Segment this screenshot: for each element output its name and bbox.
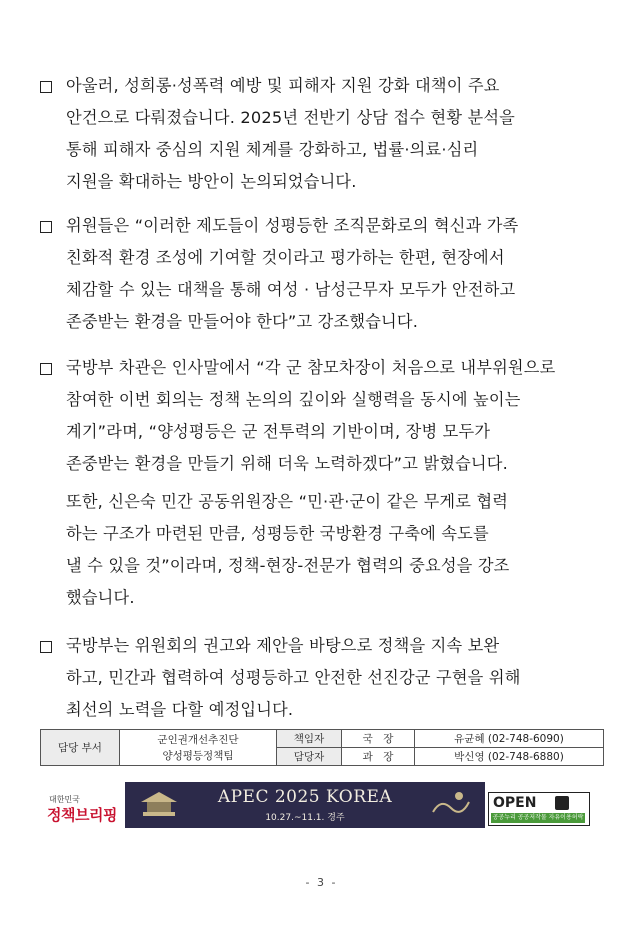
text-line — [36, 242, 608, 274]
text-line — [36, 102, 608, 134]
footer-logos — [0, 780, 643, 830]
text-line — [36, 210, 608, 242]
text-line — [36, 306, 608, 338]
contact-person-cell: 박신영 (02-748-6880) — [415, 748, 604, 766]
line-text: 통해 피해자 중심의 지원 체계를 강화하고, 법률·의료·심리 — [66, 140, 479, 159]
paragraph-3 — [36, 352, 608, 480]
role-cell: 책임자 — [277, 730, 342, 748]
text-line — [36, 352, 608, 384]
open-license-badge[interactable] — [488, 792, 590, 826]
logo-small-text: 대한민국 — [49, 795, 80, 804]
apec-dates: 10.27.~11.1. 경주 — [265, 813, 345, 823]
text-line — [36, 550, 608, 582]
line-text: 국방부 차관은 인사말에서 “각 군 참모차장이 처음으로 내부위원으로 — [66, 358, 556, 377]
text-line — [36, 384, 608, 416]
contact-person-cell: 유균혜 (02-748-6090) — [415, 730, 604, 748]
page-number: - 3 - — [305, 876, 338, 889]
dept-label-cell: 담당 부서 — [41, 730, 120, 766]
text-line — [36, 70, 608, 102]
text-line — [36, 134, 608, 166]
apec-title: APEC 2025 KOREA — [217, 787, 393, 807]
logo-big-text: 정책브리핑 — [47, 806, 117, 824]
text-line — [36, 274, 608, 306]
apec-banner — [125, 782, 485, 828]
dept-line-1: 군인권개선추진단 — [157, 733, 239, 746]
line-text: 지원을 확대하는 방안이 논의되었습니다. — [66, 172, 357, 191]
text-line — [36, 630, 608, 662]
contact-table — [40, 729, 604, 766]
paragraph-2 — [36, 210, 608, 338]
line-text: 했습니다. — [66, 588, 135, 607]
text-line — [36, 486, 608, 518]
policy-briefing-logo[interactable] — [45, 790, 123, 830]
line-text: 위원들은 “이러한 제도들이 성평등한 조직문화로의 혁신과 가족 — [66, 216, 519, 235]
line-text: 체감할 수 있는 대책을 통해 여성 · 남성근무자 모두가 안전하고 — [66, 280, 516, 299]
checkbox-bullet-icon — [40, 221, 52, 233]
text-line — [36, 518, 608, 550]
text-line — [36, 582, 608, 614]
line-text: 계기”라며, “양성평등은 군 전투력의 기반이며, 장병 모두가 — [66, 422, 491, 441]
line-text: 또한, 신은숙 민간 공동위원장은 “민·관·군이 같은 무게로 협력 — [66, 492, 509, 511]
dept-line-2: 양성평등정책팀 — [162, 749, 234, 762]
text-line — [36, 416, 608, 448]
line-text: 하고, 민간과 협력하여 성평등하고 안전한 선진강군 구현을 위해 — [66, 668, 521, 687]
text-line — [36, 662, 608, 694]
paragraph-4 — [36, 486, 608, 614]
role-cell: 담당자 — [277, 748, 342, 766]
text-line — [36, 448, 608, 480]
text-line — [36, 166, 608, 198]
dept-name-cell — [120, 730, 277, 766]
line-text: 안건으로 다뤄졌습니다. 2025년 전반기 상담 접수 현황 분석을 — [66, 108, 516, 127]
line-text: 최선의 노력을 다할 예정입니다. — [66, 700, 294, 719]
checkbox-bullet-icon — [40, 641, 52, 653]
paragraph-1 — [36, 70, 608, 198]
title-cell: 국 장 — [342, 730, 415, 748]
title-cell: 과 장 — [342, 748, 415, 766]
paragraph-5 — [36, 630, 608, 726]
line-text: 낼 수 있을 것”이라며, 정책-현장-전문가 협력의 중요성을 강조 — [66, 556, 510, 575]
line-text: 하는 구조가 마련된 만큼, 성평등한 국방환경 구축에 속도를 — [66, 524, 489, 543]
line-text: 존중받는 환경을 만들기 위해 더욱 노력하겠다”고 밝혔습니다. — [66, 454, 508, 473]
text-line — [36, 694, 608, 726]
open-label: OPEN — [493, 795, 537, 811]
checkbox-bullet-icon — [40, 363, 52, 375]
line-text: 친화적 환경 조성에 기여할 것이라고 평가하는 한편, 현장에서 — [66, 248, 505, 267]
line-text: 국방부는 위원회의 권고와 제안을 바탕으로 정책을 지속 보완 — [66, 636, 500, 655]
open-license-text: 공공누리 공공저작물 자유이용허락 — [492, 814, 584, 821]
person-icon — [555, 796, 569, 810]
checkbox-bullet-icon — [40, 81, 52, 93]
line-text: 존중받는 환경을 만들어야 한다”고 강조했습니다. — [66, 312, 419, 331]
line-text: 참여한 이번 회의는 정책 논의의 깊이와 실행력을 동시에 높이는 — [66, 390, 521, 409]
line-text: 아울러, 성희롱·성폭력 예방 및 피해자 지원 강화 대책이 주요 — [66, 76, 500, 95]
